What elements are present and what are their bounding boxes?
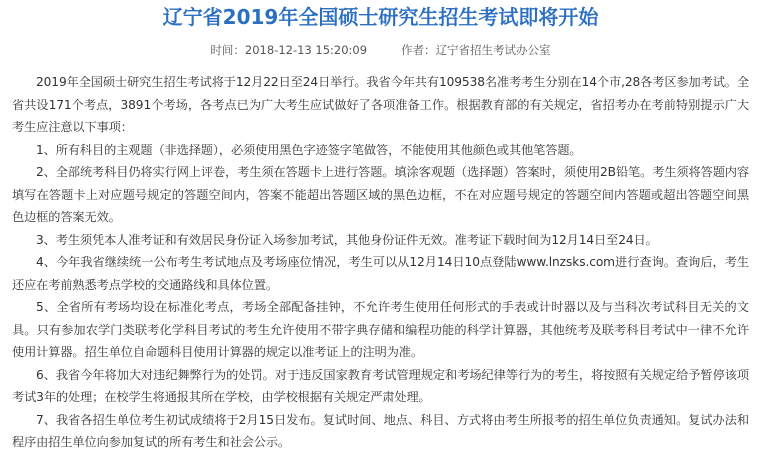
article-title: 辽宁省2019年全国硕士研究生招生考试即将开始 — [162, 5, 599, 29]
paragraph-item-4: 4、今年我省继续统一公布考生考试地点及考场座位情况，考生可以从12月14日10点登陆www.lnzsks.com进行查询。查询后，考生还应在考前熟悉考点学校的交通路线和具体位置。 — [12, 255, 749, 292]
paragraph-intro: 2019年全国硕士研究生招生考试将于12月22日至24日举行。我省今年共有109538名准考考生分别在14个市,28各考区参加考试。全省共设171个考点，3891个考场，各考点已为广大考生应试做好了各项准备工作。根据教育部的有关规定，省招考办在考前特别提示广大考生应注意以下事项： — [12, 75, 749, 134]
paragraph-item-7: 7、我省各招生单位考生初试成绩将于2月15日发布。复试时间、地点、科目、方式将由考生所报考的招生单位负责通知。复试办法和程序由招生单位向参加复试的所有考生和社会公示。 — [12, 412, 749, 449]
paragraph-item-6: 6、我省今年将加大对违纪舞弊行为的处罚。对于违反国家教育考试管理规定和考场纪律等行为的考生，将按照有关规定给予暂停该项考试3年的处理；在校学生将通报其所在学校，由学校根据有关规定严肃处理。 — [12, 367, 749, 404]
paragraph-item-2: 2、全部统考科目仍将实行网上评卷，考生须在答题卡上进行答题。填涂客观题（选择题）答案时，须使用2B铅笔。考生须将答题内容填写在答题卡上对应题号规定的答题空间内，答案不能超出答题区域的黑色边框，不在对应题号规定的答题空间内答题或超出答题空间黑色边框的答案无效。 — [12, 165, 749, 224]
author-name: 辽宁省招生考试办公室 — [435, 43, 551, 57]
paragraph-item-3: 3、考生须凭本人准考证和有效居民身份证入场参加考试，其他身份证件无效。准考证下载时间为12月14日至24日。 — [36, 232, 658, 247]
paragraph-item-1: 1、所有科目的主观题（非选择题），必须使用黑色字迹签字笔做答，不能使用其他颜色或其他笔答题。 — [36, 142, 582, 157]
time-label: 时间： — [210, 43, 245, 57]
article-meta — [12, 42, 749, 58]
publish-time: 2018-12-13 15:20:09 — [244, 43, 368, 57]
author-label: 作者： — [401, 43, 436, 57]
article-body — [12, 71, 749, 454]
paragraph-item-5: 5、全省所有考场均设在标准化考点，考场全部配备挂钟，不允许考生使用任何形式的手表或计时器以及与当科次考试科目无关的文具。只有参加农学门类联考化学科目考试的考生允许使用不带字典存储和编程功能的科学计算器，其他统考及联考科目考试中一律不允许使用计算器。招生单位自命题科目使用计算器的规定以准考证上的注明为准。 — [12, 300, 749, 359]
